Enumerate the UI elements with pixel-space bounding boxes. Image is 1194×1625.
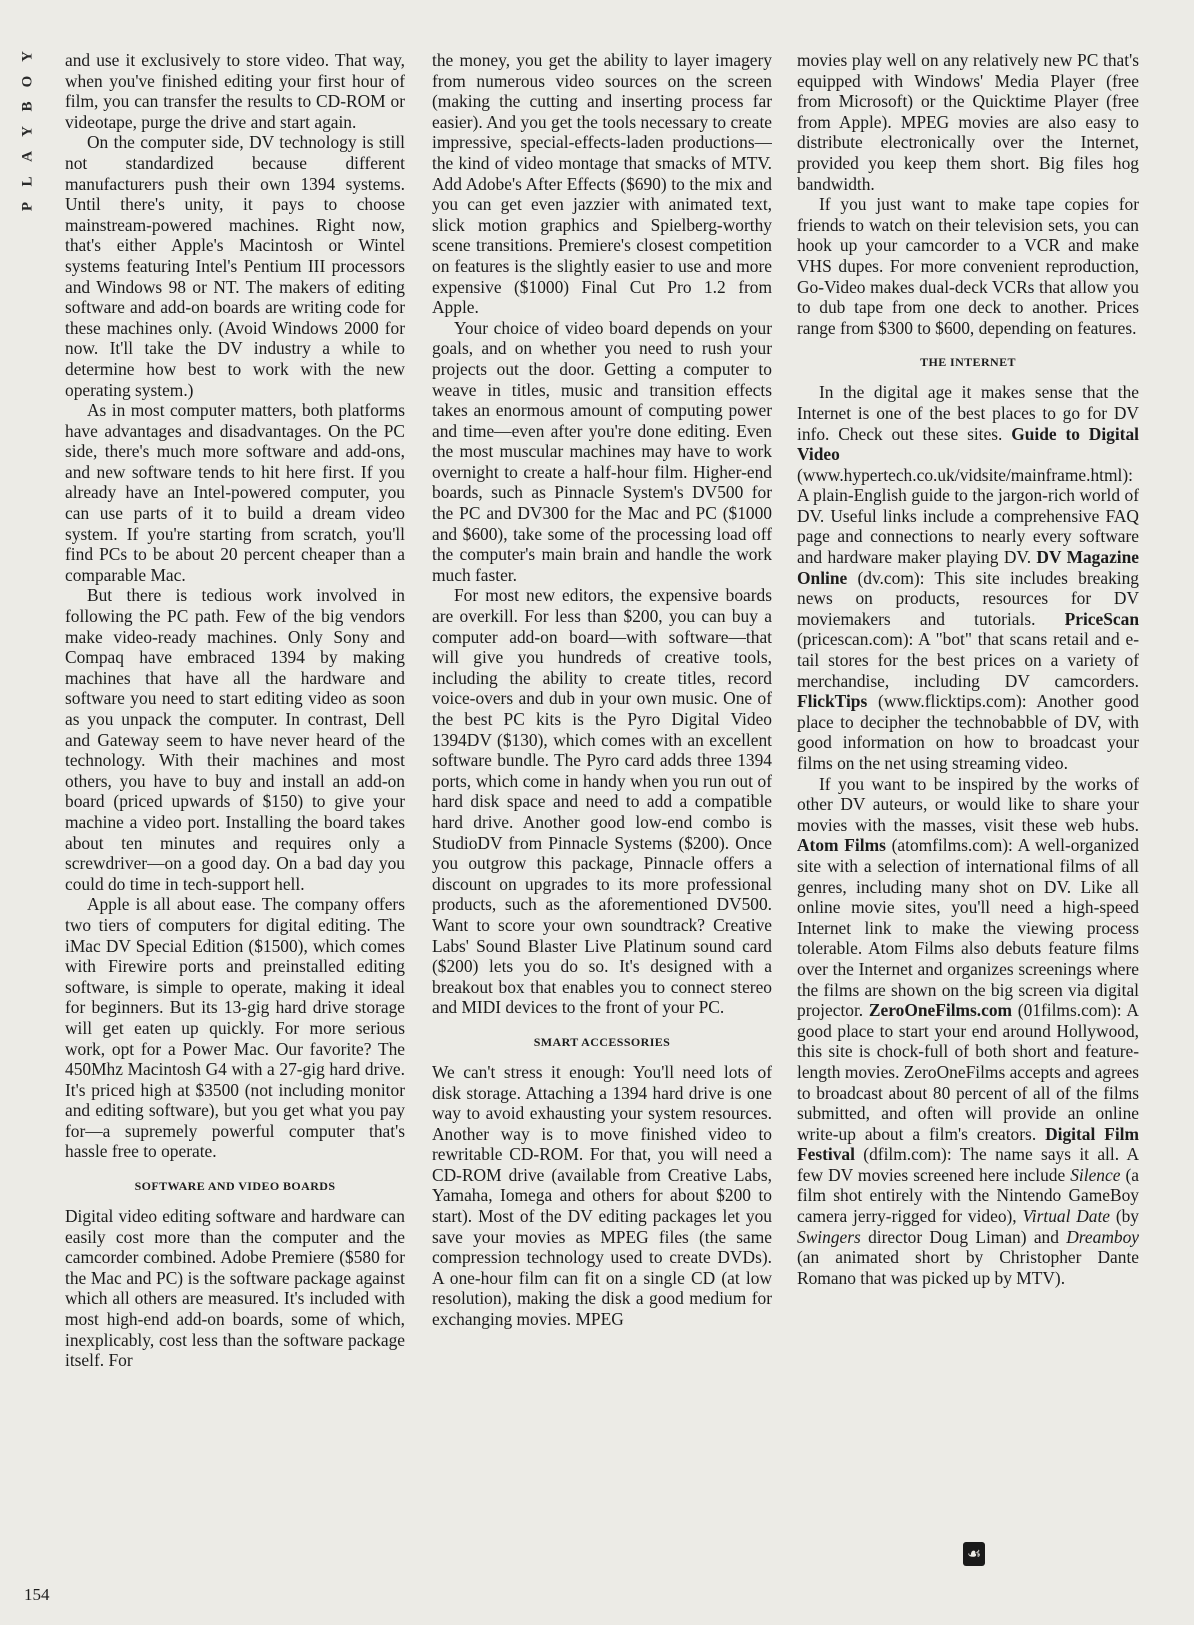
text-run: But there is tedious work involved in following the PC path. Few of the big vendors make video-ready machines. Only Sony and Compaq have embraced 1394 by making machines that have all the hardware and software you need to start editing video as soon as you unpack the computer. In contrast, Dell and Gateway seem to have never heard of the technology. With their machines and most others, you have to buy and install an add-on board (priced upwards of $150) to give your machine a video port. Installing the board takes about ten minutes and requires only a screwdriver—on a good day. On a bad day you could do time in tech-support hell.: [65, 585, 405, 894]
section-heading: SOFTWARE AND VIDEO BOARDS: [134, 1179, 336, 1194]
article-paragraph: [797, 774, 1139, 1289]
text-run: movies play well on any relatively new PC that's equipped with Windows' Media Player (free from Microsoft) or the Quicktime Player (free from Apple). MPEG movies are also easy to distribute electronically over the Internet, provided you keep them short. Big files hog bandwidth.: [797, 50, 1139, 194]
text-run: Your choice of video board depends on your goals, and on whether you need to rush your projects out the door. Getting a computer to weave in titles, music and transition effects takes an enormous amount of computing power and time—even after you're done editing. Even the most muscular machines may have to work overnight to create a half-hour film. Higher-end boards, such as Pinnacle System's DV500 for the PC and DV300 for the Mac and PC ($1000 and $600), take some of the processing load off the computer's main brain and handle the work much faster.: [432, 317, 772, 585]
text-run: In the digital age it makes sense that the Internet is one of the best places to go for DV info. Check out these sites.: [797, 382, 1139, 444]
article-paragraph: [65, 50, 405, 132]
section-heading: SMART ACCESSORIES: [533, 1034, 671, 1049]
text-run: On the computer side, DV technology is still not standardized because different manufacturers push their own 1394 systems. Until there's unity, it pays to choose mainstream-powered machines. Right now, that's either Apple's Macintosh or Wintel systems featuring Intel's Pentium III processors and Windows 98 or NT. The makers of editing software and add-on boards are writing code for these machines only. (Avoid Windows 2000 for now. It'll take the DV industry a while to determine how best to work with the new operating system.): [65, 132, 405, 400]
article-paragraph: [432, 1062, 772, 1330]
resource-name: ZeroOneFilms.com: [868, 1000, 1013, 1021]
bunny-end-mark-icon: ☙: [963, 1542, 985, 1566]
side-title-letter: B: [19, 101, 36, 112]
text-run: (www.hypertech.co.uk/vidsite/mainframe.html): A plain-English guide to the jargon-rich world of DV. Useful links include a comprehensive FAQ page and connections to nearly every software and hardware maker playing DV.: [797, 464, 1139, 568]
article-paragraph: [797, 50, 1139, 194]
text-run: (atomfilms.com): A well-organized site with a selection of international films of all genres, including many shot on DV. Like all online movie sites, you'll need a high-speed Internet link to make the viewing process tolerable. Atom Films also debuts feature films over the Internet and organizes screenings where the films are shown on the big screen via digital projector.: [797, 835, 1139, 1021]
text-run: As in most computer matters, both platforms have advantages and disadvantages. On the PC side, there's much more software and add-ons, and new software tends to hit here first. If you already have an Intel-powered computer, you can use parts of it to build a dream video system. If you're starting from scratch, you'll find PCs to be about 20 percent cheaper than a comparable Mac.: [65, 400, 405, 585]
resource-name: Digital Film Festival: [797, 1123, 1139, 1165]
side-title-letter: Y: [19, 126, 36, 137]
article-column-3: [797, 50, 1139, 1610]
page-number: 154: [24, 1585, 50, 1604]
article-paragraph: [432, 50, 772, 318]
film-title: Virtual Date: [1022, 1206, 1111, 1227]
article-paragraph: [65, 132, 405, 400]
text-run: For most new editors, the expensive boards are overkill. For less than $200, you can buy a computer add-on board—with software—that will give you hundreds of creative tools, including the ability to create titles, record voice-overs and dub in your own music. One of the best PC kits is the Pyro Digital Video 1394DV ($130), which comes with an excellent software bundle. The Pyro card adds three 1394 ports, which come in handy when you run out of hard disk space and need to add a compatible hard drive. Another good low-end combo is StudioDV from Pinnacle Systems ($200). Once you outgrow this package, Pinnacle offers a discount on upgrades to its more professional products, such as the aforementioned DV500. Want to score your own soundtrack? Creative Labs' Sound Blaster Live Platinum sound card ($200) lets you do so. It's designed with a breakout box that enables you to connect stereo and MIDI devices to the front of your PC.: [432, 585, 772, 1018]
text-run: If you just want to make tape copies for friends to watch on their television sets, you can hook up your camcorder to a VCR and make VHS dupes. For more convenient reproduction, Go-Video makes dual-deck VCRs that allow you to dub tape from one deck to another. Prices range from $300 to $600, depending on features.: [797, 194, 1139, 338]
text-run: (an animated short by Christopher Dante Romano that was picked up by MTV).: [797, 1247, 1139, 1288]
article-paragraph: [432, 318, 772, 586]
article-paragraph: [797, 194, 1139, 338]
text-run: the money, you get the ability to layer imagery from numerous video sources on the screen (making the cutting and inserting process far easier). And you get the tools necessary to create impressive, special-effects-laden productions—the kind of video montage that smacks of MTV. Add Adobe's After Effects ($690) to the mix and you can get even jazzier with animated text, slick motion graphics and Spielberg-worthy scene transitions. Premiere's closest competition on features is the slightly easier to use and more expensive ($1000) Final Cut Pro 1.2 from Apple.: [432, 50, 772, 318]
article-paragraph: [432, 585, 772, 1017]
side-title-letter: O: [19, 75, 36, 88]
side-title-letter: A: [19, 151, 36, 162]
article-column-1: [65, 50, 405, 1610]
text-run: Digital video editing software and hardware can easily cost more than the computer and the camcorder combined. Adobe Premiere ($580 for the Mac and PC) is the software package against which all others are measured. It's included with most high-end add-on boards, some of which, inexplicably, cost less than the software package itself. For: [65, 1206, 405, 1371]
text-run: We can't stress it enough: You'll need lots of disk storage. Attaching a 1394 hard drive is one way to avoid exhausting your system resources. Another way is to move finished video to rewritable CD-ROM. For that, you will need a CD-ROM drive (available from Creative Labs, Yamaha, Iomega and others for about $200 to start). Most of the DV editing packages let you save your movies as MPEG files (the same compression technology used to create DVDs). A one-hour film can fit on a single CD (at low resolution), making the disk a good medium for exchanging movies. MPEG: [432, 1061, 772, 1330]
resource-name: Atom Films: [797, 835, 886, 856]
text-run: Apple is all about ease. The company offers two tiers of computers for digital editing. The iMac DV Special Edition ($1500), which comes with Firewire ports and preinstalled editing software, is simple to operate, making it ideal for beginners. But its 13-gig hard drive storage will get eaten up quickly. For more serious work, opt for a Power Mac. Our favorite? The 450Mhz Macintosh G4 with a 27-gig hard drive. It's priced high at $3500 (not including monitor and editing software), but you get what you pay for—a supremely powerful computer that's hassle free to operate.: [65, 894, 405, 1162]
side-title-letter: L: [19, 176, 36, 187]
section-heading: THE INTERNET: [920, 355, 1016, 370]
text-run: (a film shot entirely with the Nintendo GameBoy camera jerry-rigged for video),: [797, 1164, 1139, 1227]
resource-name: DV Magazine Online: [797, 547, 1139, 588]
resource-name: PriceScan: [1064, 608, 1139, 629]
text-run: (pricescan.com): A "bot" that scans retail and e-tail stores for the best prices on a variety of merchandise, including DV camcorders.: [797, 629, 1139, 691]
article-paragraph: [65, 400, 405, 585]
text-run: and use it exclusively to store video. That way, when you've finished editing your first hour of film, you can transfer the results to CD-ROM or videotape, purge the drive and start again.: [65, 50, 405, 132]
article-column-2: [432, 50, 772, 1610]
resource-name: FlickTips: [797, 691, 868, 712]
text-run: (dv.com): This site includes breaking news on products, resources for DV moviemakers and tutorials.: [797, 567, 1139, 629]
text-run: (dfilm.com): The name says it all. A few DV movies screened here include: [797, 1144, 1139, 1185]
article-paragraph: [65, 585, 405, 894]
article-paragraph: [797, 382, 1139, 773]
article-paragraph: [65, 1206, 405, 1371]
side-title-letter: Y: [19, 51, 36, 62]
side-title-letter: P: [19, 201, 36, 212]
text-run: (01films.com): A good place to start your end around Hollywood, this site is chock-full of both short and feature-length movies. ZeroOneFilms accepts and agrees to broadcast about 80 percent of all of the films submitted, and often will provide an online write-up about a film's creators.: [797, 1000, 1139, 1144]
film-title: Swingers: [797, 1226, 861, 1247]
text-run: director Doug Liman) and: [860, 1226, 1067, 1247]
text-run: (by: [1110, 1206, 1139, 1227]
text-run: If you want to be inspired by the works of other DV auteurs, or would like to share your movies with the masses, visit these web hubs.: [797, 773, 1139, 835]
film-title: Silence: [1070, 1164, 1121, 1185]
article-paragraph: [65, 894, 405, 1162]
film-title: Dreamboy: [1066, 1226, 1139, 1247]
text-run: (www.flicktips.com): Another good place to decipher the technobabble of DV, with good information on how to broadcast your films on the net using streaming video.: [797, 691, 1139, 773]
resource-name: Guide to Digital Video: [797, 423, 1139, 465]
magazine-name-vertical: [19, 44, 44, 219]
